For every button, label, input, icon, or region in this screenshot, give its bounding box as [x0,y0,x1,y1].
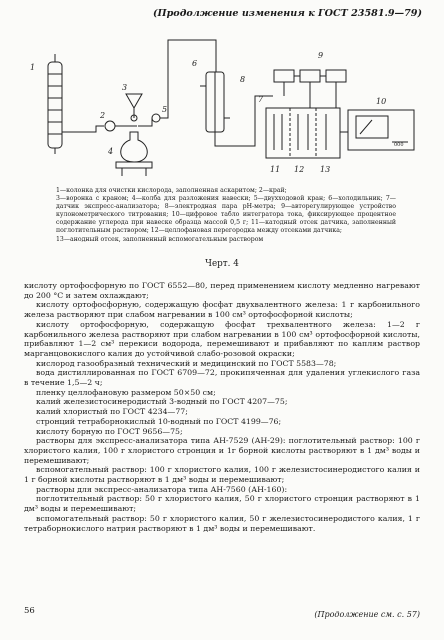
funnel [126,94,142,118]
label-4: 4 [108,147,114,156]
legend-line: 13—анодный отсек, заполненный вспомогательным раствором [56,235,264,243]
label-3: 3 [122,83,128,92]
condenser [200,72,230,132]
figure-caption: Черт. 4 [205,259,239,269]
sensor-cell [266,108,340,158]
label-9: 9 [318,51,324,60]
paragraph: кислоту ортофосфорную, содержащую фосфат двухвалентного железа: 1 г карбонильного железа растворяют при слабом нагревании в 100 см³ ортофосфорной кислоты; [24,300,420,320]
paragraph: поглотительный раствор: 50 г хлористого калия, 50 г хлористого стронция растворяют в 1 дм³ воды и перемешивают; [24,494,420,514]
paragraph: калий хлористый по ГОСТ 4234—77; [36,407,188,417]
paragraph: кислоту ортофосфорную, содержащую фосфат трехвалентного железа: 1—2 г карбонильного железа растворяют при слабом нагревании в 100 см³ ортофосфорной кислоты, прибавляют 1—2 см³ перекиси водорода, перемешивают и прибавляют по каплям раствор марганцовокислого калия до устойчивой слабо-розовой окраски; [24,319,420,358]
tap [105,121,115,131]
meter-display: 000 [394,142,404,148]
paragraph: вода дистиллированная по ГОСТ 6709—72, прокипяченная для удаления углекислого газа в течение 1,5—2 ч; [24,368,420,388]
paragraph: вспомогательный раствор: 50 г хлористого калия, 50 г железистосинеродистого калия, 1 г тетраборнокислого натрия растворяют в 1 дм³ воды и перемешивают. [24,513,420,533]
tube-1 [62,126,104,132]
apparatus-diagram [26,22,431,182]
legend-line: 3—воронка с краном; 4—колба для разложения навески; 5—двухходовой кран; 6—холодильник; 7—датчик экспресс-анализатора; 8—электродная пара pH-метра; 9—авторегулирующее устройство кулонометрического титрования; 10—цифровое табло интегратора тока, фиксирующее процентное содержание углерода при навеске образца массой 0,5 г; 11—катодный отсек датчика, заполненный поглотительным раствором; 12—целлофановая перегородка между отсеками датчика; [56,195,396,235]
legend-line: 1—колонка для очистки кислорода, заполненная аскаритом; 2—край; [56,187,287,194]
paragraph: калий железистосинеродистый 3-водный по ГОСТ 4207—75; [36,397,288,407]
label-10: 10 [376,97,387,106]
two-way-valve [152,114,160,122]
figure-legend [56,187,396,244]
paragraph: вспомогательный раствор: 100 г хлористого калия, 100 г железистосинеродистого калия и 1 г борной кислоты растворяют в 1 дм³ воды и перемешивают; [24,465,420,485]
paragraph: растворы для экспресс-анализатора типа АН-7529 (АН-29): поглотительный раствор: 100 г хлористого калия, 100 г хлористого стронция и 1г борной кислоты растворяют в 1 дм³ воды и перемешивают; [24,436,420,465]
paragraph: кислоту ортофосфорную по ГОСТ 6552—80, перед применением кислоту медленно нагревают до 200 °С и затем охлаждают; [24,281,420,300]
paragraph: пленку целлофановую размером 50×50 см; [36,387,216,397]
label-2: 2 [100,111,106,120]
paragraph: кислород газообразный технический и медицинский по ГОСТ 5583—78; [36,358,337,368]
decomposition-flask [116,132,152,176]
label-6: 6 [192,59,198,68]
label-8: 8 [240,75,246,84]
label-12: 12 [294,165,305,174]
paragraph: стронций тетраборнокислый 10-водный по ГОСТ 4199—76; [36,416,282,426]
running-header: (Продолжение изменения к ГОСТ 23581.9—79) [152,8,422,19]
continuation-note: (Продолжение см. с. 57) [314,610,420,619]
label-11: 11 [270,165,281,174]
purification-column [48,54,62,154]
page-number: 56 [24,606,35,616]
label-7: 7 [258,95,264,104]
body-text [24,281,420,533]
regulation-units [274,70,346,108]
paragraph: кислоту борную по ГОСТ 9656—75; [36,426,183,436]
paragraph: растворы для экспресс-анализатора типа АН-7560 (АН-160): [36,484,288,494]
label-5: 5 [162,105,168,114]
label-1: 1 [30,63,36,72]
label-13: 13 [320,165,331,174]
